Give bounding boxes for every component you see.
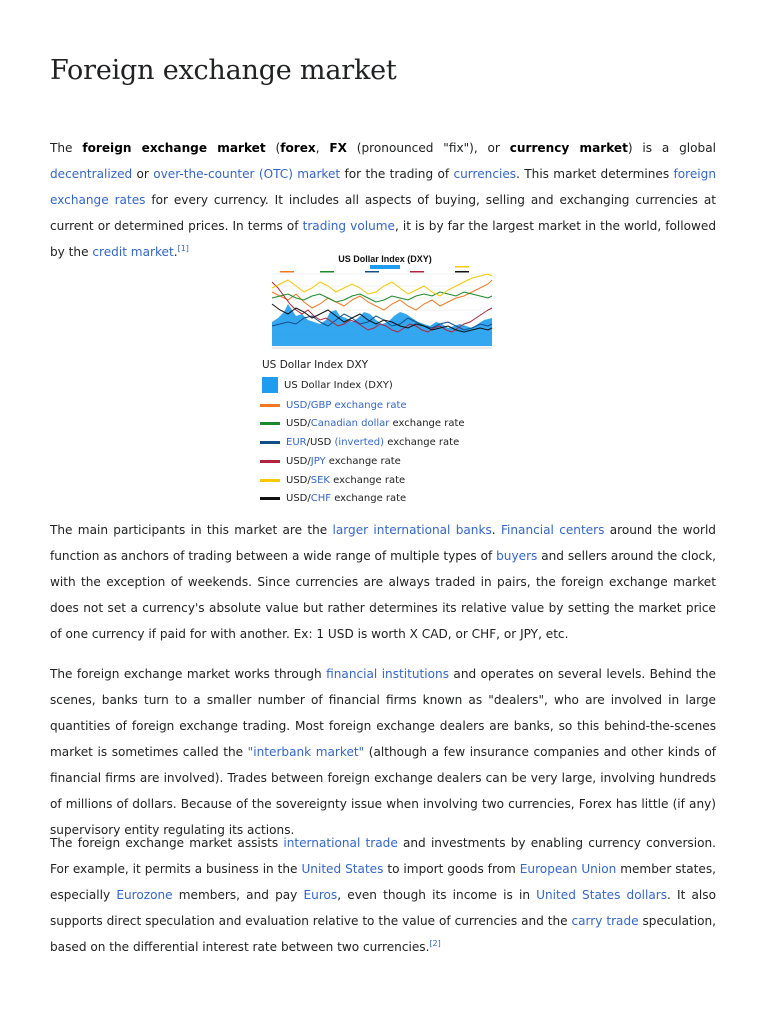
text: The foreign exchange market assists (50, 836, 284, 850)
link-inverted[interactable]: (inverted) (334, 436, 385, 448)
text: around the world function as anchors of trading between a wide range of multiple types of (50, 523, 716, 563)
text: , (315, 141, 330, 155)
text: member states, especially (50, 862, 717, 902)
link-international-trade[interactable]: international trade (283, 836, 398, 850)
link-eurozone[interactable]: Eurozone (116, 888, 173, 902)
text: , even though its income is in (337, 888, 537, 902)
text: The foreign exchange market works through (50, 667, 327, 681)
link-financial-institutions[interactable]: financial institutions (326, 667, 449, 681)
text: . This market determines (516, 167, 674, 181)
term-forex: forex (280, 141, 316, 155)
legend-text: /USD (306, 436, 335, 448)
text: and investments by enabling currency conversion. For example, it permits a business in the (50, 836, 716, 876)
link-trading-volume[interactable]: trading volume (302, 219, 395, 233)
link-financial-centers[interactable]: Financial centers (500, 523, 605, 537)
text: for the trading of (340, 167, 454, 181)
legend-item-usd-gbp (260, 396, 407, 414)
legend-text: exchange rate (384, 436, 460, 448)
page-title: Foreign exchange market (50, 55, 397, 86)
term-fx: FX (329, 141, 347, 155)
legend-item-usd-cad (260, 414, 465, 432)
link-chf[interactable]: CHF (310, 492, 332, 504)
legend-swatch (260, 422, 280, 425)
text: ) is a global (627, 141, 717, 155)
legend-text: exchange rate (329, 474, 406, 486)
link-sek[interactable]: SEK (310, 474, 330, 486)
text: (pronounced "fix"), or (346, 141, 510, 155)
legend-text: USD/ (286, 492, 311, 504)
link-foreign-exchange-rates[interactable]: foreign exchange rates (50, 167, 716, 207)
legend-text: USD/ (286, 455, 311, 467)
reference-1[interactable]: [1] (177, 244, 189, 253)
legend-swatch (262, 377, 278, 393)
link-credit-market[interactable]: credit market (92, 245, 174, 259)
legend-label: US Dollar Index (DXY) (284, 379, 393, 391)
text: and operates on several levels. Behind the scenes, banks turn to a smaller number of financial firms known as "dealers", who are involved in large quantities of foreign exchange trading. Most foreign exchange dealers are banks, so this behind-the-scenes market is sometimes called the (50, 667, 716, 759)
reference-2[interactable]: [2] (429, 939, 441, 948)
legend-item-usd-chf (260, 489, 406, 507)
legend-item-eur-usd (260, 433, 459, 451)
legend-text: USD/ (286, 474, 311, 486)
link-otc-market[interactable]: over-the-counter (OTC) market (153, 167, 341, 181)
legend-text: exchange rate (331, 492, 407, 504)
legend-swatch (260, 479, 280, 482)
legend-item-dxy (260, 376, 393, 394)
legend-swatch (260, 497, 280, 500)
term-currency-market: currency market (509, 141, 628, 155)
legend-swatch (260, 460, 280, 463)
chart-title: US Dollar Index (DXY) (338, 254, 432, 264)
participants-paragraph (50, 517, 716, 647)
link-usd-gbp[interactable]: USD/GBP exchange rate (286, 399, 407, 411)
link-eur[interactable]: EUR (286, 436, 307, 448)
text: for every currency. It includes all aspects of buying, selling and exchanging currencies at current or determined prices. In terms of (50, 193, 717, 233)
text: speculation, based on the differential interest rate between two currencies. (50, 914, 716, 954)
text: , it is by far the largest market in the world, followed by the (50, 219, 717, 259)
link-jpy[interactable]: JPY (310, 455, 326, 467)
intro-paragraph (50, 135, 716, 265)
text: or (132, 167, 154, 181)
legend-text: exchange rate (389, 417, 465, 429)
legend-item-usd-jpy (260, 452, 401, 470)
trade-paragraph (50, 830, 716, 960)
link-larger-international-banks[interactable]: larger international banks (332, 523, 492, 537)
text: The (50, 141, 83, 155)
link-european-union[interactable]: European Union (519, 862, 617, 876)
text: members, and pay (172, 888, 304, 902)
term-foreign-exchange-market: foreign exchange market (82, 141, 266, 155)
link-united-states[interactable]: United States (301, 862, 384, 876)
text: The main participants in this market are the (50, 523, 333, 537)
figure-caption: US Dollar Index DXY (262, 359, 369, 371)
text: . (491, 523, 501, 537)
text: (although a few insurance companies and other kinds of financial firms are involved). Trades between foreign exchange dealers can be very large, involving hundreds of millions of dollars. Because of the sovereignty issue when involving two currencies, Forex has little (if any) supervisory entity regulating its actions. (50, 745, 716, 837)
legend-swatch (260, 404, 280, 407)
link-currencies[interactable]: currencies (453, 167, 517, 181)
link-buyers[interactable]: buyers (496, 549, 538, 563)
link-decentralized[interactable]: decentralized (50, 167, 133, 181)
text: ( (265, 141, 281, 155)
link-canadian-dollar[interactable]: Canadian dollar (310, 417, 390, 429)
text: to import goods from (383, 862, 520, 876)
legend-swatch (260, 441, 280, 444)
legend-text: exchange rate (325, 455, 401, 467)
link-euros[interactable]: Euros (303, 888, 338, 902)
link-carry-trade[interactable]: carry trade (571, 914, 639, 928)
text: and sellers around the clock, with the exception of weekends. Since currencies are always traded in pairs, the foreign exchange market does not set a currency's absolute value but rather determines its relative value by setting the market price of one currency if paid for with another. Ex: 1 USD is worth X CAD, or CHF, or JPY, etc. (50, 549, 716, 641)
legend-item-usd-sek (260, 471, 405, 489)
legend-text: USD/ (286, 417, 311, 429)
text: . (173, 245, 178, 259)
link-interbank-market[interactable]: "interbank market" (247, 745, 365, 759)
link-united-states-dollars[interactable]: United States dollars (536, 888, 668, 902)
dxy-chart-image[interactable] (260, 252, 510, 355)
levels-paragraph (50, 661, 716, 843)
text: . It also supports direct speculation and evaluation relative to the value of currencies and the (50, 888, 716, 928)
